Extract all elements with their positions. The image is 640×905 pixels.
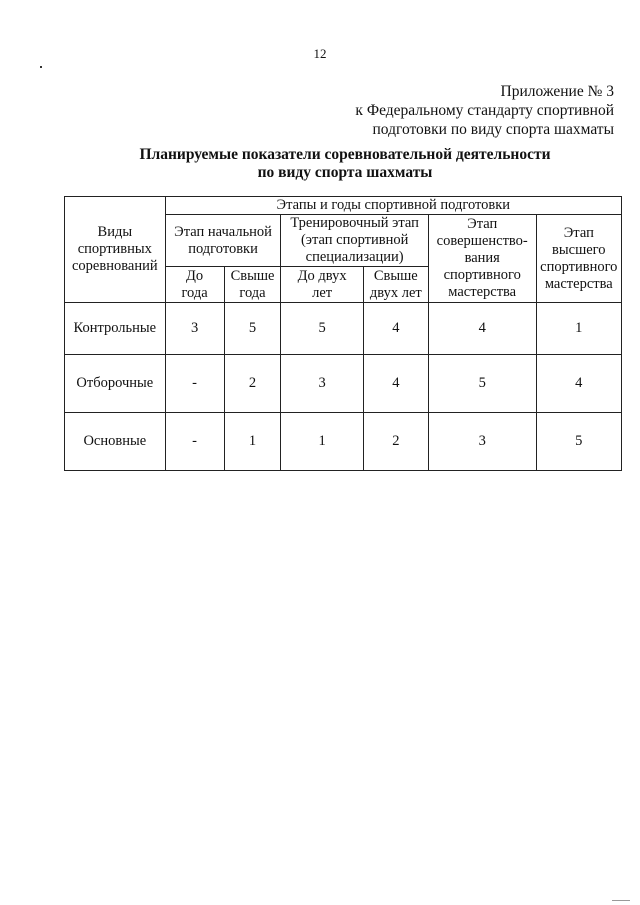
value-cell: 5 — [536, 413, 621, 471]
value-cell: 2 — [224, 355, 281, 413]
header-training-over-two-years — [363, 267, 428, 303]
header-stages-group: Этапы и годы спортивной подготовки — [165, 197, 621, 215]
title-line-2: по виду спорта шахматы — [257, 164, 433, 181]
appendix-line-1: Приложение № 3 — [500, 83, 614, 100]
appendix-note — [355, 82, 614, 139]
stage-improvement-line-2: совершенство- — [436, 233, 528, 249]
value-cell: 5 — [428, 355, 536, 413]
header-stage-improvement — [428, 215, 536, 303]
value-cell: 1 — [224, 413, 281, 471]
appendix-line-3: подготовки по виду спорта шахматы — [372, 121, 614, 138]
value-cell: 4 — [536, 355, 621, 413]
title-line-1: Планируемые показатели соревновательной деятельности — [139, 146, 551, 163]
stage-initial-line-1: Этап начальной — [174, 223, 272, 240]
header-initial-until-year — [165, 267, 224, 303]
stage-highest-line-2: высшего — [552, 241, 606, 258]
page-number: 12 — [313, 46, 327, 61]
row-kind-label: Отборочные — [65, 355, 166, 413]
header-competition-kind — [65, 197, 166, 303]
table-row — [65, 413, 622, 471]
value-cell: 4 — [428, 303, 536, 355]
header-kind-line-2: спортивных — [77, 241, 152, 257]
header-initial-over-year — [224, 267, 281, 303]
value-cell: 3 — [281, 355, 363, 413]
value-cell: 2 — [363, 413, 428, 471]
value-cell: 4 — [363, 303, 428, 355]
stage-training-line-1: Тренировочный этап — [290, 215, 419, 231]
initial-over-line-2: года — [239, 284, 266, 301]
value-cell: 1 — [536, 303, 621, 355]
stage-initial-line-2: подготовки — [188, 240, 258, 257]
header-kind-line-1: Виды — [97, 224, 133, 240]
value-cell: - — [165, 413, 224, 471]
training-over-line-2: двух лет — [369, 284, 422, 301]
header-kind-line-3: соревнований — [72, 258, 158, 274]
stage-highest-line-1: Этап — [563, 224, 594, 241]
value-cell: 4 — [363, 355, 428, 413]
stage-improvement-line-5: мастерства — [448, 284, 517, 300]
table-row — [65, 303, 622, 355]
initial-until-line-1: До — [186, 267, 204, 284]
stage-highest-line-4: мастерства — [544, 275, 613, 292]
value-cell: 1 — [281, 413, 363, 471]
table-row — [65, 355, 622, 413]
header-training-until-two-years — [281, 267, 363, 303]
header-stage-highest — [536, 215, 621, 303]
stage-training-line-3: специализации) — [305, 249, 404, 265]
value-cell: 5 — [281, 303, 363, 355]
stage-improvement-line-3: вания — [464, 250, 500, 266]
row-kind-label: Контрольные — [65, 303, 166, 355]
training-until-line-1: До двух — [297, 267, 347, 284]
value-cell: - — [165, 355, 224, 413]
initial-until-line-2: года — [181, 284, 208, 301]
indicators-table — [64, 196, 622, 471]
training-over-line-1: Свыше — [373, 267, 418, 284]
value-cell: 3 — [165, 303, 224, 355]
appendix-line-2: к Федеральному стандарту спортивной — [355, 102, 614, 119]
stage-improvement-line-4: спортивного — [443, 267, 521, 283]
training-until-line-2: лет — [312, 284, 333, 301]
row-kind-label: Основные — [65, 413, 166, 471]
scan-edge-mark — [612, 900, 630, 901]
scan-speck — [40, 66, 42, 68]
document-title — [0, 146, 640, 182]
initial-over-line-1: Свыше — [230, 267, 275, 284]
stage-training-line-2: (этап спортивной — [300, 232, 409, 248]
header-stage-initial — [165, 215, 281, 267]
header-stage-training — [281, 215, 428, 267]
stage-improvement-line-1: Этап — [467, 216, 498, 232]
value-cell: 5 — [224, 303, 281, 355]
value-cell: 3 — [428, 413, 536, 471]
stage-highest-line-3: спортивного — [540, 258, 618, 275]
